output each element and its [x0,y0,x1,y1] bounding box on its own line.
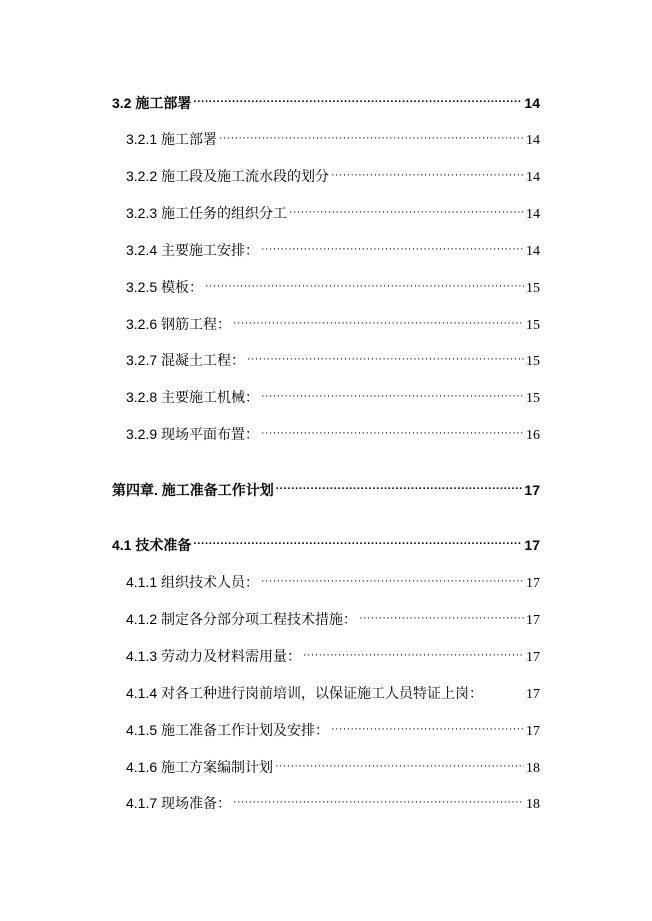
toc-entry-title: 4.1 技术准备 [112,537,192,553]
toc-entry-page: 14 [526,207,540,222]
toc-leader-dots [331,168,524,182]
toc-entry-page: 14 [526,170,540,185]
toc-entry-4-1-6[interactable] [0,757,652,779]
toc-entry-3-2-3[interactable] [0,203,652,225]
toc-leader-dots [247,352,524,366]
toc-entry-title: 4.1.7 现场准备： [126,795,232,811]
toc-entry-3-2-2[interactable] [0,166,652,188]
toc-entry-title: 4.1.6 施工方案编制计划 [126,759,274,775]
toc-entry-page: 15 [526,318,540,333]
toc-entry-page: 17 [524,537,540,553]
toc-leader-dots [261,389,524,403]
toc-leader-dots [303,648,524,662]
toc-entry-page: 14 [524,95,540,111]
toc-entry-page: 18 [526,761,540,776]
toc-entry-page: 16 [526,428,540,443]
toc-leader-dots [261,426,524,440]
toc-leader-dots [289,205,524,219]
toc-leader-dots [205,279,524,293]
toc-leader-dots [261,574,524,588]
toc-leader-dots [193,95,522,109]
toc-entry-3-2-4[interactable] [0,240,652,262]
toc-entry-page: 15 [526,354,540,369]
toc-leader-dots [359,611,524,625]
toc-entry-page: 17 [526,724,540,739]
toc-entry-4-1-2[interactable] [0,609,652,631]
toc-entry-3-2-6[interactable] [0,314,652,336]
toc-leader-dots [219,131,524,145]
toc-entry-page: 17 [526,576,540,591]
toc-entry-page: 17 [526,650,540,665]
toc-entry-4-1[interactable] [0,535,652,557]
toc-entry-page: 14 [526,244,540,259]
toc-leader-dots [276,482,523,496]
toc-entry-title: 3.2.8 主要施工机械： [126,389,260,405]
toc-entry-3-2-1[interactable] [0,129,652,151]
toc-entry-4-1-5[interactable] [0,720,652,742]
toc-entry-title: 3.2.6 钢筋工程： [126,316,232,332]
toc-leader-dots [261,242,524,256]
toc-entry-title: 4.1.3 劳动力及材料需用量： [126,648,302,664]
toc-entry-page: 15 [526,281,540,296]
toc-entry-4-1-3[interactable] [0,646,652,668]
toc-leader-dots [233,316,524,330]
toc-entry-page: 18 [526,797,540,812]
toc-entry-4-1-1[interactable] [0,572,652,594]
toc-entry-title: 4.1.4 对各工种进行岗前培训，以保证施工人员特证上岗： [126,685,484,701]
toc-entry-title: 4.1.1 组织技术人员： [126,574,260,590]
toc-entry-title: 3.2.3 施工任务的组织分工 [126,205,288,221]
toc-entry-title: 3.2.1 施工部署 [126,131,218,147]
toc-entry-3-2-5[interactable] [0,277,652,299]
toc-entry-title: 3.2.7 混凝土工程： [126,352,246,368]
toc-entry-3-2-8[interactable] [0,387,652,409]
toc-entry-4-1-7[interactable] [0,793,652,815]
toc-entry-page: 17 [526,687,540,702]
toc-entry-title: 3.2 施工部署 [112,95,192,111]
toc-entry-title: 第四章. 施工准备工作计划 [112,482,274,498]
toc-entry-3-2-9[interactable] [0,424,652,446]
toc-leader-dots [193,537,522,551]
toc-entry-title: 3.2.5 模板： [126,279,204,295]
toc-entry-chapter-4[interactable] [0,480,652,502]
toc-entry-page: 17 [526,613,540,628]
toc-entry-title: 3.2.9 现场平面布置： [126,426,260,442]
toc-entry-page: 17 [524,482,540,498]
toc-entry-page: 14 [526,133,540,148]
toc-leader-dots [275,759,524,773]
toc-entry-3-2-7[interactable] [0,350,652,372]
toc-leader-dots [233,795,524,809]
toc-entry-title: 4.1.2 制定各分部分项工程技术措施： [126,611,358,627]
toc-entry-page: 15 [526,391,540,406]
toc-entry-3-2[interactable] [0,93,652,115]
toc-entry-title: 3.2.2 施工段及施工流水段的划分 [126,168,330,184]
toc-leader-dots [331,722,524,736]
toc-entry-4-1-4[interactable] [0,683,652,705]
toc-entry-title: 4.1.5 施工准备工作计划及安排： [126,722,330,738]
toc-entry-title: 3.2.4 主要施工安排： [126,242,260,258]
